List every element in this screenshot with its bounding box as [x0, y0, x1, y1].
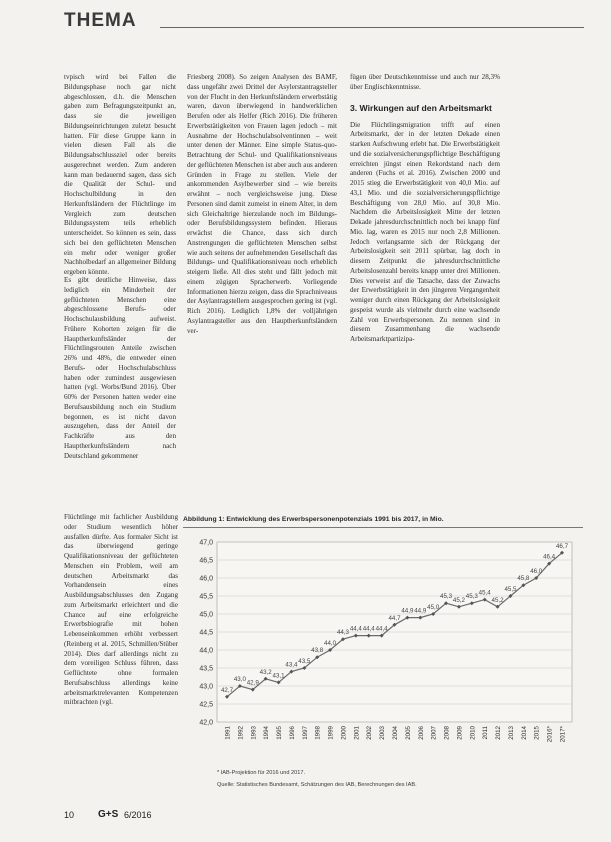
data-label: 43,5	[298, 658, 311, 665]
data-label: 43,1	[272, 672, 285, 680]
data-label: 43,2	[259, 668, 272, 676]
y-tick-label: 44,0	[199, 647, 213, 655]
data-label: 44,9	[401, 607, 414, 615]
data-label: 44,9	[414, 607, 427, 615]
data-label: 45,0	[427, 604, 440, 611]
section-title: THEMA	[64, 10, 137, 31]
data-label: 45,2	[452, 596, 465, 604]
text-column-1-continued	[64, 276, 176, 511]
x-tick-label: 1997	[301, 726, 309, 740]
x-tick-label: 1992	[237, 726, 245, 740]
text-column-1	[64, 73, 176, 295]
x-tick-label: 2007	[430, 726, 438, 740]
data-label: 45,8	[517, 575, 530, 583]
x-tick-label: 1993	[250, 726, 258, 740]
y-tick-label: 46,0	[199, 575, 213, 583]
data-label: 46,7	[555, 542, 569, 550]
data-label: 45,3	[440, 593, 453, 601]
text-column-3	[350, 73, 500, 345]
y-tick-label: 44,5	[199, 629, 213, 637]
data-label: 44,0	[324, 640, 337, 647]
x-tick-label: 1994	[263, 726, 271, 740]
x-tick-label: 2001	[353, 726, 361, 740]
x-tick-label: 2005	[404, 726, 412, 740]
y-tick-label: 45,0	[199, 611, 213, 619]
x-tick-label: 2016*	[546, 726, 554, 743]
figure-footnote: * IAB-Projektion für 2016 und 2017.	[217, 770, 306, 776]
x-tick-label: 2004	[392, 726, 399, 740]
x-tick-label: 2011	[482, 726, 490, 740]
x-tick-label: 1995	[276, 726, 284, 740]
paragraph: Es gibt deutliche Hinweise, dass lediglich ein Minderheit der geflüchteten Menschen eine abgeschlossene Berufs- oder Hochschulausbildung aufweist. Frühere Kohorten zeigen für die Hauptherkunftsländer der Flüchtlingsrouten Anteile zwischen 26% und 48%, die entweder einen Berufs- oder Hochschulabschluss haben oder zumindest ausgewiesen hatten (vgl. Worbs/Bund 2016). Über 60% der Personen hatten weder eine Berufsausbildung noch ein Studium begonnen, es ist nicht davon auszugehen, dass der Anteil der Fachkräfte aus den Hauptherkunftsländern nach Deutschland gekommener	[64, 276, 176, 460]
x-tick-label: 1996	[288, 726, 296, 740]
y-tick-label: 42,0	[199, 719, 213, 727]
text-column-1-lower	[64, 513, 178, 803]
paragraph: Friesberg 2008). So zeigen Analysen des BAMF, dass ungefähr zwei Drittel der Asylerstantragsteller von der Flucht in den Herkunftsländern erwerbstätig waren, davon überwiegend in handwerklichen Berufen oder als Helfer (Rich 2016). Die früheren Erwerbstätigkeiten von Frauen lagen jedoch – mit Ausnahme der Hochschulabsolventinnen – weit unter denen der Männer. Eine simple Status-quo-Betrachtung der Schul- und Qualifikationsniveaus der geflüchteten Menschen ist aber auch aus anderen Gründen in Frage zu stellen. Viele der ankommenden Asylbewerber sind – wie bereits erwähnt – noch vergleichsweise jung. Diese Personen sind damit zumeist in einem Alter, in dem sich Gleichaltrige hierzulande noch im Bildungs- oder Berufsbildungssystem befinden. Hieraus erwächst die Chance, dass sich durch Anstrengungen die geflüchteten Menschen selbst wie auch seitens der aufnehmenden Gesellschaft das Bildungs- und Qualifikationsniveau noch erheblich steigern ließe. All dies steht und fällt jedoch mit einem zügigen Spracherwerb. Vorliegende Informationen hierzu zeigen, dass die Sprachniveaus der Asylantragstellern ausgesprochen gering ist (vgl. Rich 2016). Lediglich 1,8% der volljährigen Asylantragsteller aus den Hauptherkunftsländern ver-	[187, 73, 337, 335]
y-tick-label: 47,0	[199, 539, 213, 547]
page-number: 10	[64, 810, 75, 820]
x-tick-label: 2000	[340, 726, 348, 740]
data-label: 44,4	[349, 625, 362, 633]
y-tick-label: 45,5	[199, 593, 213, 601]
data-label: 44,3	[336, 629, 349, 637]
data-label: 43,8	[311, 647, 324, 655]
y-tick-label: 42,5	[199, 701, 213, 709]
figure-source: Quelle: Statistisches Bundesamt, Schätzungen des IAB, Berechnungen des IAB.	[217, 782, 417, 788]
x-tick-label: 2015	[533, 726, 541, 740]
x-tick-label: 2002	[366, 726, 374, 740]
paragraph: Die Flüchtlingsmigration trifft auf einen Arbeitsmarkt, der in der letzten Dekade einen starken Aufschwung erlebt hat. Die Erwerbstätigkeit und die sozialversicherungspflichtige Beschäftigung erreichten jüngst einen Rekordstand nach dem anderen (Fuchs et al. 2016). Zwischen 2000 und 2015 stieg die Erwerbstätigkeit von 40,0 Mio. auf 43,1 Mio. und die sozialversicherungspflichtige Beschäftigung von 28,0 Mio. auf 30,8 Mio. Nachdem die Arbeitslosigkeit Mitte der letzten Dekade jahresdurchschnittlich noch bei knapp fünf Mio. lag, waren es 2015 nur noch 2,8 Millionen. Jedoch verlangsamte sich der Rückgang der Arbeitslosigkeit seit 2011 spürbar, lag doch in diesem Zeitpunkt die jahresdurchschnittliche Arbeitslosenzahl bereits knapp unter drei Millionen. Dies verweist auf die Tatsache, dass der Zuwachs der Erwerbstätigkeit in den jüngeren Vergangenheit weniger durch einen Rückgang der Arbeitslosigkeit gespeist wurde als vielmehr durch eine wachsende Zahl von Erwerbspersonen. Zu nennen sind in diesem Zusammenhang die wachsende Arbeitsmarktpartizipa-	[350, 120, 500, 343]
x-tick-label: 1999	[327, 726, 335, 740]
y-tick-label: 43,0	[199, 683, 213, 691]
text-column-2	[187, 73, 337, 503]
figure-rule	[183, 527, 583, 528]
x-tick-label: 2008	[443, 726, 451, 740]
header-rule	[160, 27, 584, 28]
page-header	[64, 10, 584, 32]
data-label: 45,3	[465, 593, 478, 601]
line-chart	[183, 530, 583, 785]
data-label: 46,0	[530, 568, 543, 575]
data-label: 43,4	[285, 661, 298, 669]
data-label: 46,4	[543, 553, 556, 561]
data-label: 42,7	[220, 686, 234, 694]
paragraph: tvpisch wird bei Fallen die Bildungsphase noch gar nicht abgeschlossen, d.h. die Menschen gaben zum Befragungszeitpunkt an, dass sie die jeweiligen Bildungseinrichtungen zuletzt besucht hatten. Für diese Gruppe kann in vielen diesen Fall als die Bildungsabschlussziel oder bereits ausgerechnet werden. Zum anderen kann man bedauernd sagen, dass sich die Qualität der Schul- und Hochschulbildung in den Herkunftsländern der Flüchtlinge im Vergleich zum deutschen Bildungssystem teils erheblich unterscheidet. So können es sein, dass sich bei den geflüchteten Menschen ein mehr oder weniger großer Nachholbedarf an allgemeiner Bildung ergeben könnte.	[64, 73, 176, 276]
x-tick-label: 2017*	[559, 726, 567, 743]
issue-number: 6/2016	[124, 810, 152, 820]
data-label: 45,5	[504, 586, 517, 593]
x-tick-label: 2003	[379, 726, 387, 740]
y-tick-label: 43,5	[199, 665, 213, 673]
journal-logo: G+S	[98, 809, 119, 820]
section-heading: 3. Wirkungen auf den Arbeitsmarkt	[350, 102, 492, 113]
figure-caption: Abbildung 1: Entwicklung des Erwerbspersonenpotenzials 1991 bis 2017, in Mio.	[183, 516, 444, 523]
figure-1	[183, 516, 583, 806]
x-tick-label: 2013	[507, 726, 515, 740]
x-tick-label: 2006	[417, 726, 425, 740]
data-label: 45,2	[491, 596, 504, 604]
data-label: 42,9	[246, 679, 259, 687]
page-footer	[64, 810, 584, 824]
x-tick-label: 2012	[495, 726, 503, 740]
x-tick-label: 2009	[456, 726, 464, 740]
data-label: 45,4	[478, 589, 491, 597]
data-label: 44,7	[388, 614, 401, 622]
data-label: 44,4	[362, 625, 375, 633]
paragraph: Flüchtlinge mit fachlicher Ausbildung oder Studium wesentlich höher ausfallen dürfte. Aus formaler Sicht ist das überwiegend geringe Qualifikationsniveau der geflüchteten Menschen ein Problem, weil am deutschen Arbeitsmarkt das Vorhandensein eines Ausbildungsabschlusses den Zugang zum Arbeitsmarkt erleichtert und die Chance auf eine erfolgreiche Erwerbsbiografie mit hohen Lebenseinkommen erhöht verbessert (Reinberg et al. 2015, Schmillen/Stüber 2014). Dies darf allerdings nicht zu dem voreiligen Schluss führen, dass Geflüchtete ohne formalen Berufsabschluss allerdings keine arbeitsmarktrelevanten Kompetenzen mitbrachten (vgl.	[64, 513, 178, 707]
x-tick-label: 2010	[469, 726, 477, 740]
data-label: 44,4	[375, 625, 388, 633]
paragraph: fügen über Deutschkenntnisse und auch nur 28,3% über Englischkenntnisse.	[350, 73, 500, 91]
x-tick-label: 2014	[520, 726, 528, 740]
x-tick-label: 1991	[224, 726, 232, 740]
y-tick-label: 46,5	[199, 557, 213, 565]
x-tick-label: 1998	[314, 726, 322, 740]
data-label: 43,0	[233, 676, 246, 683]
